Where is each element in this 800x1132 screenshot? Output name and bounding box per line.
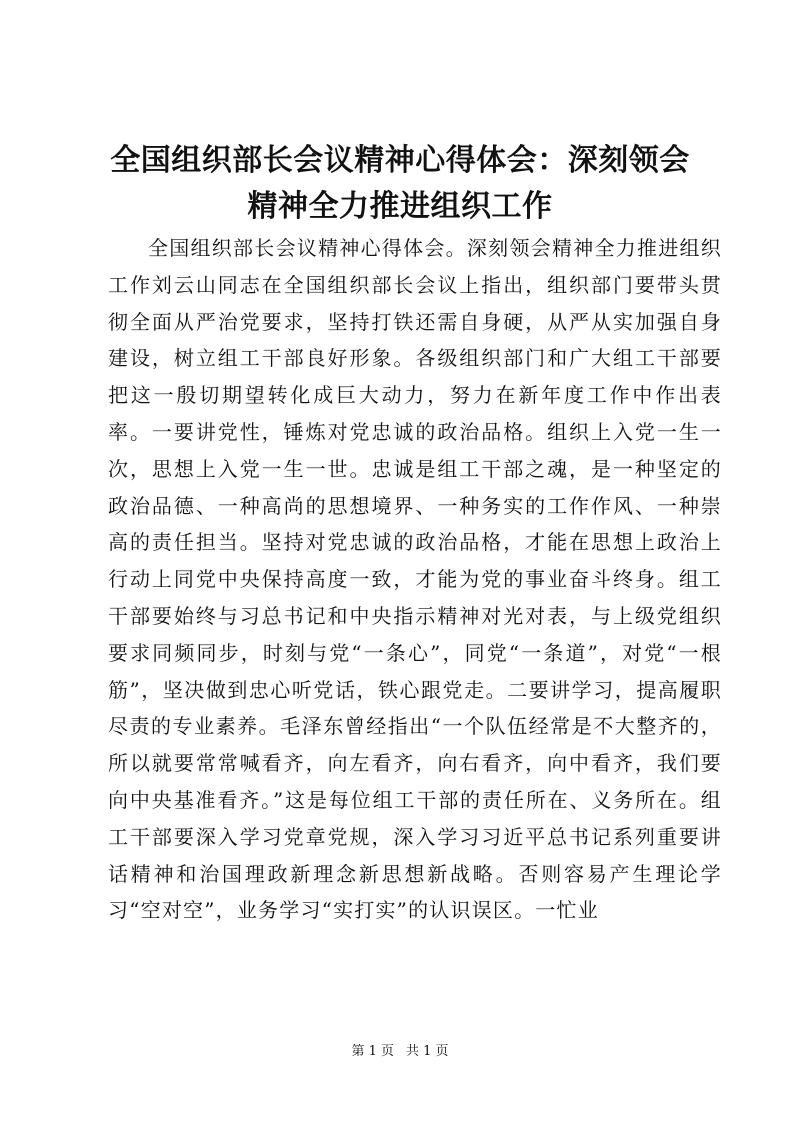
document-body-paragraph: 全国组织部长会议精神心得体会。深刻领会精神全力推进组织工作刘云山同志在全国组织部长会议上指出，组织部门要带头贯彻全面从严治党要求，坚持打铁还需自身硬，从严从实加强自身建设，树立组工干部良好形象。各级组织部门和广大组工干部要把这一殷切期望转化成巨大动力，努力在新年度工作中作出表率。一要讲党性，锤炼对党忠诚的政治品格。组织上入党一生一次，思想上入党一生一世。忠诚是组工干部之魂，是一种坚定的政治品德、一种高尚的思想境界、一种务实的工作作风、一种崇高的责任担当。坚持对党忠诚的政治品格，才能在思想上政治上行动上同党中央保持高度一致，才能为党的事业奋斗终身。组工干部要始终与习总书记和中央指示精神对光对表，与上级党组织要求同频同步，时刻与党“一条心”，同党“一条道”，对党“一根筋”，坚决做到忠心听党话，铁心跟党走。二要讲学习，提高履职尽责的专业素养。毛泽东曾经指出“一个队伍经常是不大整齐的，所以就要常常喊看齐，向左看齐，向右看齐，向中看齐，我们要向中央基准看齐。”这是每位组工干部的责任所在、义务所在。组工干部要深入学习党章党规，深入学习习近平总书记系列重要讲话精神和治国理政新理念新思想新战略。否则容易产生理论学习“空对空”，业务学习“实打实”的认识误区。一忙业	[108, 236, 722, 923]
page-number-current: 第 1 页	[351, 1044, 394, 1059]
page-footer	[0, 1043, 800, 1061]
page-number-total: 共 1 页	[406, 1044, 449, 1059]
document-title: 全国组织部长会议精神心得体会：深刻领会精神全力推进组织工作	[110, 143, 690, 224]
